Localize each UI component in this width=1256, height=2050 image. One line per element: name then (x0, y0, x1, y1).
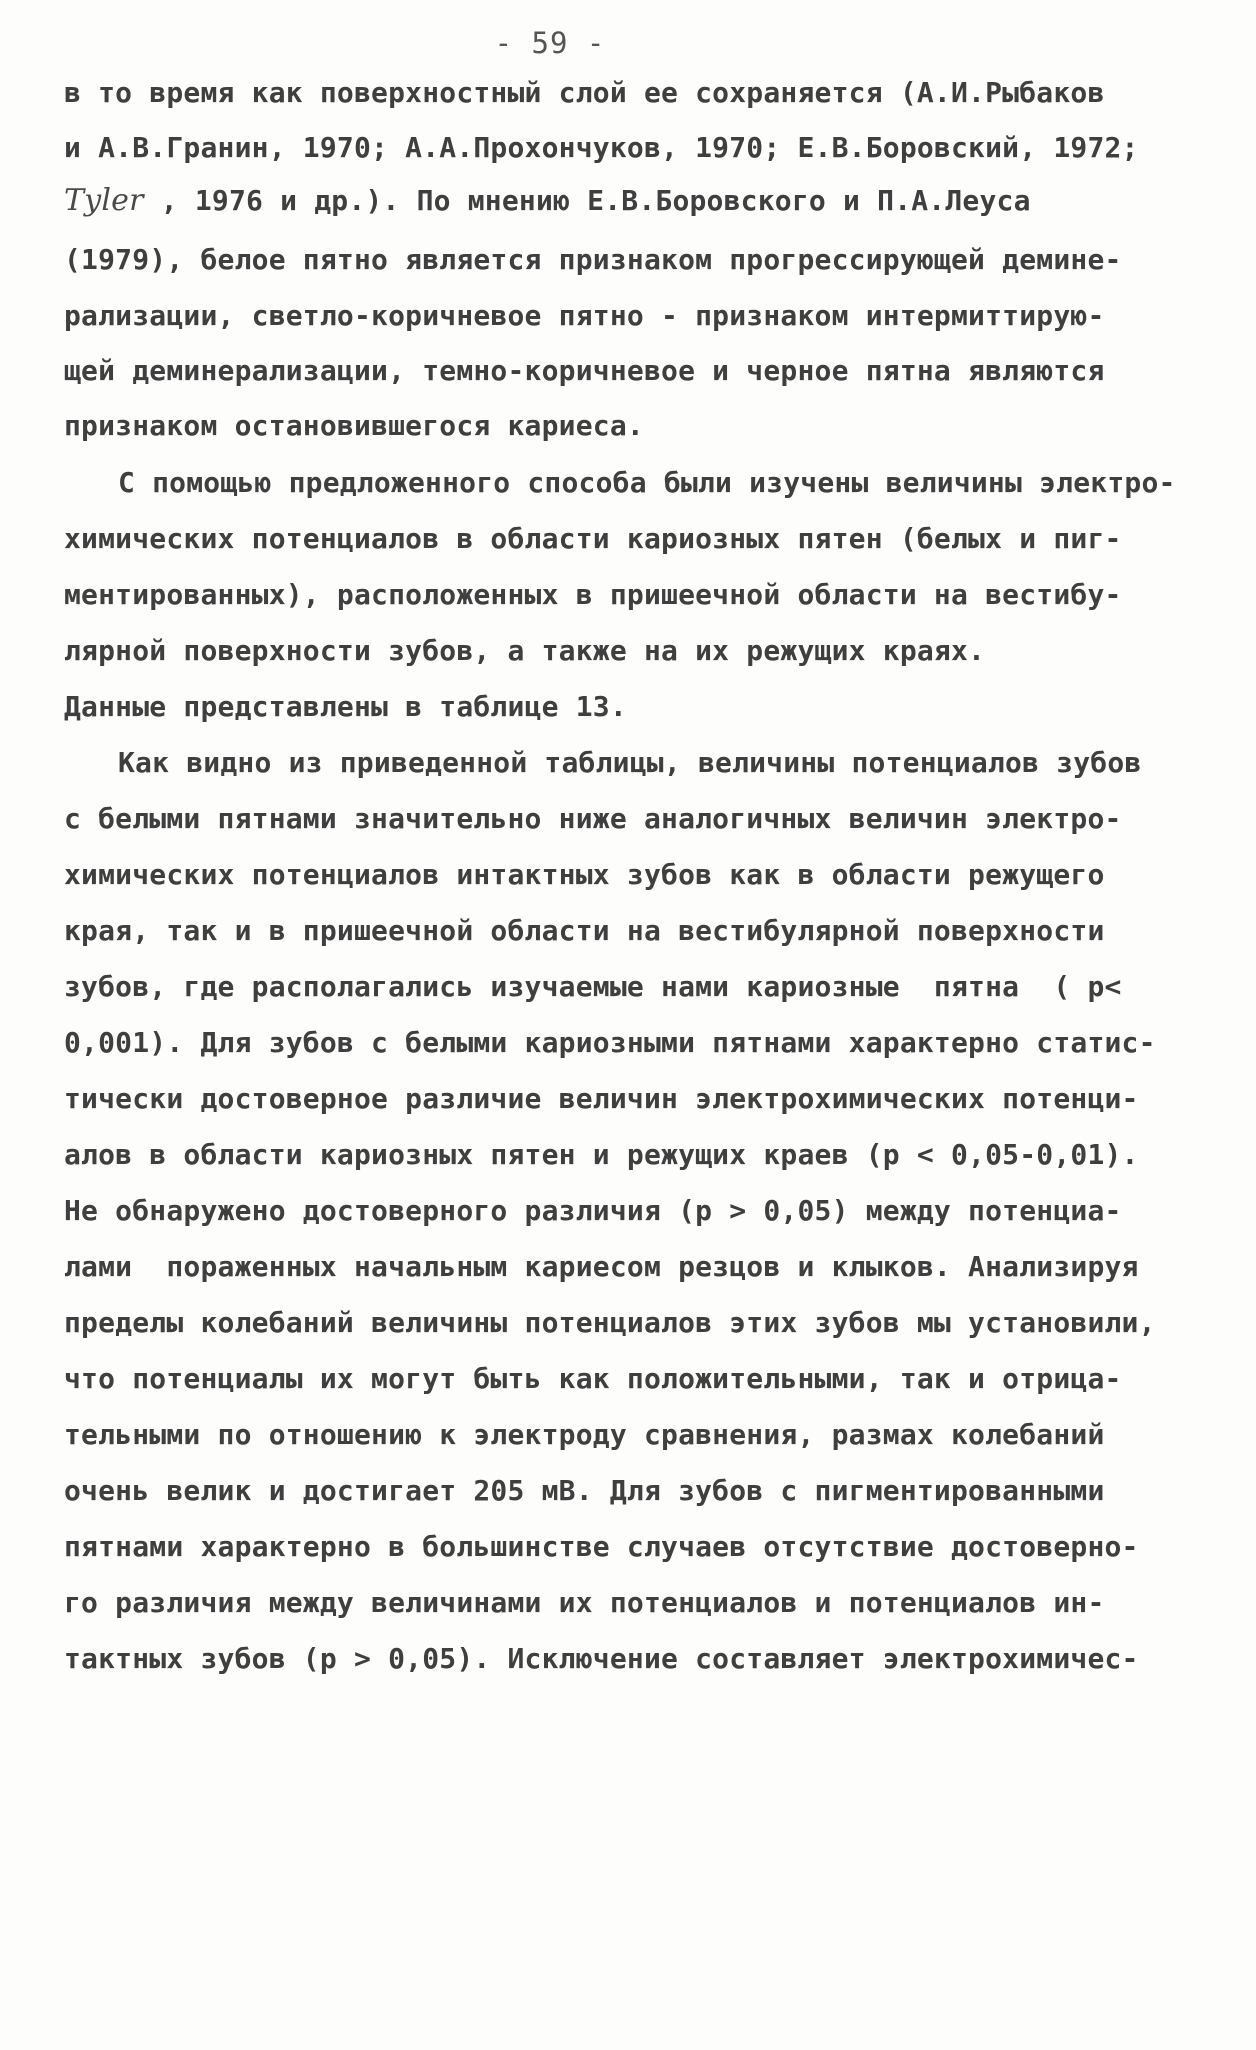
text-line: (1979), белое пятно является признаком прогрессирующей демине- (64, 243, 1122, 276)
text-line: тактных зубов (р > 0,05). Исключение составляет электрохимичес- (64, 1642, 1139, 1675)
text-line: Данные представлены в таблице 13. (64, 690, 627, 723)
text-line: щей деминерализации, темно-коричневое и черное пятна являются (64, 354, 1105, 387)
text-line: лами пораженных начальным кариесом резцов и клыков. Анализируя (64, 1250, 1139, 1283)
text-line: тельными по отношению к электроду сравнения, размах колебаний (64, 1418, 1105, 1451)
text-line: зубов, где располагались изучаемые нами кариозные пятна ( р< (64, 970, 1122, 1003)
text-line: С помощью предложенного способа были изучены величины электро- (118, 466, 1176, 499)
text-line: края, так и в пришеечной области на вестибулярной поверхности (64, 914, 1105, 947)
text-line: Не обнаружено достоверного различия (р > 0,05) между потенциа- (64, 1194, 1122, 1227)
text-line: признаком остановившегося кариеса. (64, 409, 644, 442)
text-line: очень велик и достигает 205 мВ. Для зубов с пигментированными (64, 1474, 1105, 1507)
text-line: что потенциалы их могут быть как положительными, так и отрица- (64, 1362, 1122, 1395)
text-line: химических потенциалов в области кариозных пятен (белых и пиг- (64, 522, 1122, 555)
text-line: пятнами характерно в большинстве случаев отсутствие достоверно- (64, 1530, 1139, 1563)
text-line: Как видно из приведенной таблицы, величины потенциалов зубов (118, 746, 1142, 779)
text-line: 0,001). Для зубов с белыми кариозными пятнами характерно статис- (64, 1026, 1156, 1059)
page-number: - 59 - (494, 26, 606, 60)
text-fragment: , 1976 и др.). По мнению Е.В.Боровского и П.А.Леуса (160, 184, 1031, 217)
text-line: ментированных), расположенных в пришеечной области на вестибу- (64, 578, 1122, 611)
text-line: рализации, светло-коричневое пятно - признаком интермиттирую- (64, 299, 1105, 332)
text-line: в то время как поверхностный слой ее сохраняется (А.И.Рыбаков (64, 76, 1105, 109)
text-line: алов в области кариозных пятен и режущих краев (р < 0,05-0,01). (64, 1138, 1139, 1171)
handwritten-name: Tyler (64, 183, 144, 218)
text-line: химических потенциалов интактных зубов как в области режущего (64, 858, 1105, 891)
text-line: с белыми пятнами значительно ниже аналогичных величин электро- (64, 802, 1122, 835)
text-line: и А.В.Гранин, 1970; А.А.Прохончуков, 1970; Е.В.Боровский, 1972; (64, 131, 1139, 164)
text-line: тически достоверное различие величин электрохимических потенци- (64, 1082, 1139, 1115)
text-line: лярной поверхности зубов, а также на их режущих краях. (64, 634, 986, 667)
text-line: пределы колебаний величины потенциалов этих зубов мы установили, (64, 1306, 1156, 1339)
text-line (64, 184, 1031, 218)
text-line: го различия между величинами их потенциалов и потенциалов ин- (64, 1586, 1105, 1619)
